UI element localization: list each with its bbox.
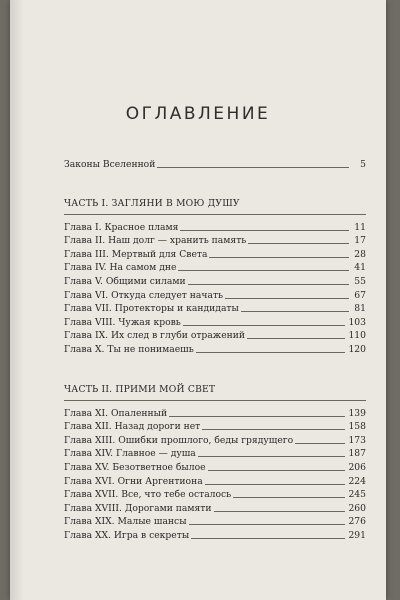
toc-part-2 bbox=[64, 384, 366, 541]
toc-entry-page: 28 bbox=[354, 248, 366, 260]
toc-entry bbox=[64, 446, 366, 460]
toc-part-1 bbox=[64, 198, 366, 355]
toc-entry-page: 110 bbox=[348, 330, 366, 342]
toc-leader bbox=[241, 311, 349, 312]
toc-leader bbox=[214, 511, 346, 512]
toc-entry bbox=[64, 459, 366, 473]
toc-entry-title: Глава VII. Протекторы и кандидаты bbox=[64, 303, 239, 315]
toc-leader bbox=[188, 284, 349, 285]
toc-leader bbox=[247, 338, 345, 339]
toc-leader bbox=[180, 230, 349, 231]
toc-leader bbox=[169, 416, 345, 417]
toc-entry-page: 81 bbox=[354, 303, 366, 315]
toc-entry-title: Глава II. Наш долг — хранить память bbox=[64, 235, 247, 247]
part-title: ЧАСТЬ I. ЗАГЛЯНИ В МОЮ ДУШУ bbox=[64, 198, 240, 209]
toc-entry-title: Глава I. Красное пламя bbox=[64, 221, 179, 233]
toc-entry bbox=[64, 314, 366, 328]
toc-entry bbox=[64, 341, 366, 355]
toc-entry-page: 120 bbox=[348, 343, 366, 355]
toc-leader bbox=[233, 497, 345, 498]
part-rule bbox=[64, 400, 366, 401]
toc-entry bbox=[64, 328, 366, 342]
toc-entry-page: 55 bbox=[354, 275, 366, 287]
toc-entry-page: 260 bbox=[348, 502, 366, 514]
toc-leader bbox=[202, 429, 345, 430]
toc-entry bbox=[64, 156, 366, 170]
toc-entry-title: Глава XV. Безответное былое bbox=[64, 461, 206, 473]
toc-entry-page: 5 bbox=[360, 158, 366, 170]
toc-entry-page: 103 bbox=[348, 316, 366, 328]
toc-entry-title: Глава XIII. Ошибки прошлого, беды грядущего bbox=[64, 434, 294, 446]
toc-entry-title: Глава XIV. Главное — душа bbox=[64, 448, 196, 460]
toc-leader bbox=[248, 243, 349, 244]
toc-entry-page: 41 bbox=[354, 262, 366, 274]
toc-entry bbox=[64, 219, 366, 233]
toc-entry-title: Глава XVIII. Дорогами памяти bbox=[64, 502, 212, 514]
toc-entry-title: Глава VI. Откуда следует начать bbox=[64, 289, 224, 301]
toc-entry-title: Глава IV. На самом дне bbox=[64, 262, 177, 274]
toc-entry bbox=[64, 260, 366, 274]
toc-entry-title: Глава XIX. Малые шансы bbox=[64, 516, 187, 528]
toc-leader bbox=[191, 538, 345, 539]
toc-entry bbox=[64, 473, 366, 487]
toc-entry bbox=[64, 287, 366, 301]
toc-entry bbox=[64, 500, 366, 514]
toc-entry bbox=[64, 246, 366, 260]
toc-entry-title: Глава IX. Их след в глуби отражений bbox=[64, 330, 246, 342]
toc-leader bbox=[295, 443, 345, 444]
toc-entry-page: 173 bbox=[348, 434, 366, 446]
toc-entry bbox=[64, 273, 366, 287]
toc-leader bbox=[198, 456, 346, 457]
toc-entry-page: 158 bbox=[348, 421, 366, 433]
toc-entry-page: 206 bbox=[348, 461, 366, 473]
toc-entry bbox=[64, 527, 366, 541]
toc-entry-title: Глава X. Ты не понимаешь bbox=[64, 343, 194, 355]
toc-leader bbox=[189, 524, 346, 525]
toc-entry-page: 11 bbox=[354, 221, 366, 233]
toc-entry bbox=[64, 514, 366, 528]
toc-entry bbox=[64, 487, 366, 501]
toc-leader bbox=[205, 484, 346, 485]
part-title: ЧАСТЬ II. ПРИМИ МОЙ СВЕТ bbox=[64, 384, 216, 395]
toc-leader bbox=[196, 352, 346, 353]
toc-entry-page: 245 bbox=[348, 489, 366, 501]
toc-entry bbox=[64, 301, 366, 315]
toc-entry-title: Глава VIII. Чужая кровь bbox=[64, 316, 181, 328]
toc-entry-page: 17 bbox=[354, 235, 366, 247]
toc-leader bbox=[225, 298, 349, 299]
toc-leader bbox=[178, 270, 349, 271]
toc-entry-page: 187 bbox=[348, 448, 366, 460]
book-page bbox=[10, 0, 386, 600]
toc-entry-title: Глава XX. Игра в секреты bbox=[64, 529, 190, 541]
toc-entry-title: Глава III. Мертвый для Света bbox=[64, 248, 208, 260]
toc-leader bbox=[209, 257, 349, 258]
toc-entry-title: Глава XVII. Все, что тебе осталось bbox=[64, 489, 232, 501]
toc-intro bbox=[64, 156, 366, 170]
toc-entry-title: Глава XVI. Огни Аргентиона bbox=[64, 475, 203, 487]
toc-leader bbox=[183, 325, 346, 326]
toc-entry-page: 276 bbox=[348, 516, 366, 528]
toc-entry-page: 224 bbox=[348, 475, 366, 487]
toc-entry-title: Законы Вселенной bbox=[64, 158, 156, 170]
toc-entry-page: 139 bbox=[348, 407, 366, 419]
toc-entry-title: Глава XI. Опаленный bbox=[64, 407, 168, 419]
toc-heading: ОГЛАВЛЕНИЕ bbox=[125, 104, 271, 124]
part-rule bbox=[64, 214, 366, 215]
toc-entry-page: 291 bbox=[348, 529, 366, 541]
toc-leader bbox=[208, 470, 346, 471]
toc-entry-title: Глава V. Общими силами bbox=[64, 275, 186, 287]
toc-leader bbox=[157, 167, 349, 168]
toc-entry bbox=[64, 432, 366, 446]
toc-entry bbox=[64, 233, 366, 247]
page-gutter-shadow bbox=[10, 0, 24, 600]
toc-entry bbox=[64, 419, 366, 433]
toc-entry-page: 67 bbox=[354, 289, 366, 301]
toc-entry-title: Глава XII. Назад дороги нет bbox=[64, 421, 201, 433]
toc-entry bbox=[64, 405, 366, 419]
